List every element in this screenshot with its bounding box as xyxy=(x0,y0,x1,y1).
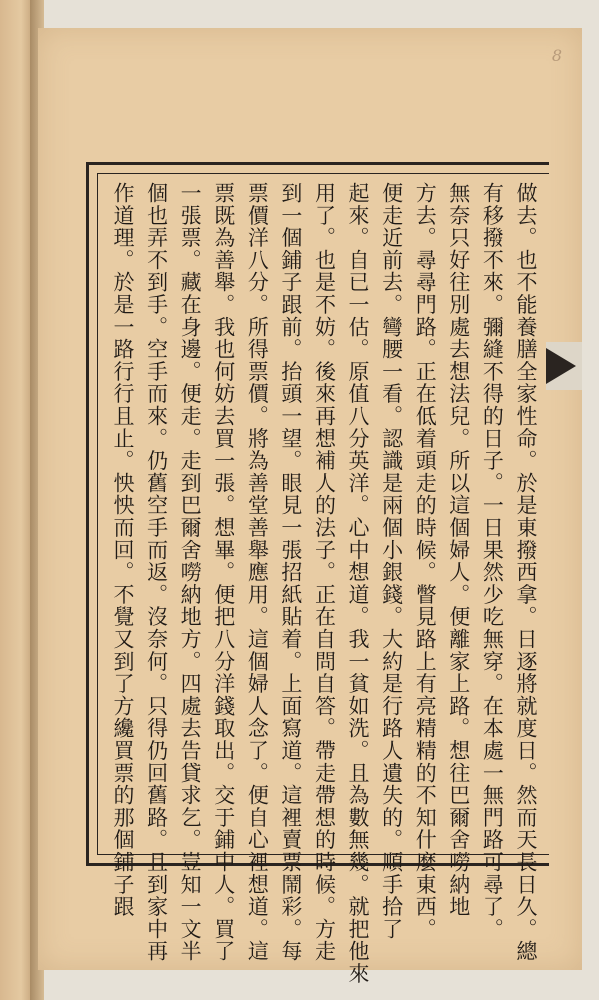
text-column: 到一個鋪子跟前。抬頭一望。眼見一張招紙貼着。上面寫道。這裡賣票鬧彩。每 xyxy=(278,182,303,963)
text-column: 方去。尋尋門路。正在低着頭走的時候。瞥見路上有亮精精的不知什麼東西。 xyxy=(413,182,438,941)
text-column: 個也弄不到手。空手而來。仍舊空手而返。沒奈何。只得仍回舊路。且到家中再 xyxy=(144,182,169,963)
text-frame xyxy=(86,162,549,985)
text-column: 作道理。於是一路行行且止。怏怏而回。不覺又到了方纔買票的那個鋪子跟 xyxy=(111,182,135,918)
text-column: 用了。也是不妨。後來再想補人的法子。正在自問自答。帶走帶想的時候。方走 xyxy=(312,182,337,963)
text-column: 便走近前去。彎腰一看。認識是兩個小銀錢。大約是行路人遺失的。順手拾了 xyxy=(379,182,404,941)
left-page-edge xyxy=(0,0,31,1000)
text-column: 有移撥不來。彌縫不得的日子。一日果然少吃無穿。在本處一無門路可尋了。 xyxy=(480,182,505,941)
page-number: 8 xyxy=(551,46,562,65)
text-column: 起來。自已一估。原值八分英洋。心中想道。我一貧如洗。且為數無幾。就把他來 xyxy=(346,182,371,985)
text-column: 一張票。藏在身邊。便走。走到巴爾舍嘮納地方。四處去告貸求乞。豈知一文半 xyxy=(178,182,203,963)
vertical-text-block xyxy=(111,182,538,985)
text-column: 無奈只好往別處去想法兒。所以這個婦人。便離家上路。想往巴爾舍嘮納地 xyxy=(446,182,471,918)
text-frame-inner-border xyxy=(97,173,549,985)
text-column: 票既為善舉。我也何妨去買一張。想畢。便把八分洋錢取出。交于鋪中人。買了 xyxy=(211,182,236,963)
text-column: 做去。也不能養膳全家性命。於是東撥西拿。日逐將就度日。然而天長日久。總 xyxy=(513,182,538,963)
text-column: 票價洋八分。所得票價。將為善堂善舉應用。這個婦人念了。便自心裡想道。這 xyxy=(245,182,270,963)
page-marker-tab xyxy=(546,342,582,390)
